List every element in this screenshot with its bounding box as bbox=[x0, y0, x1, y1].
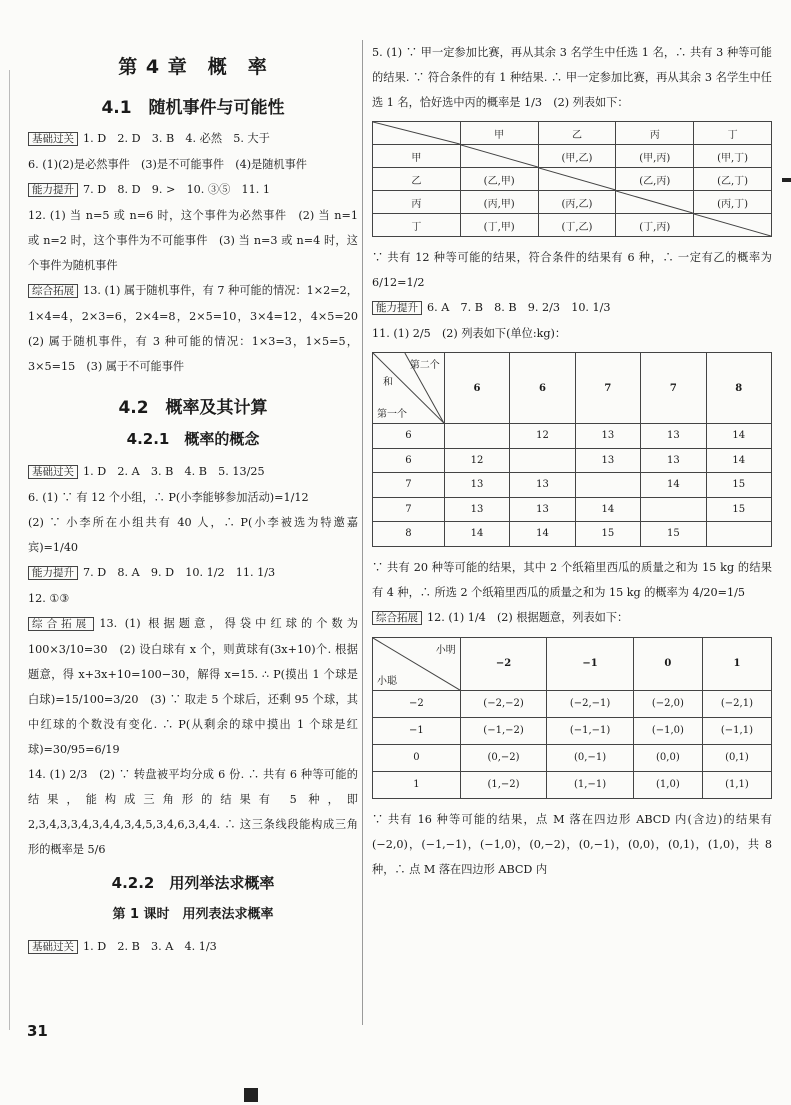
table2-corner bbox=[373, 353, 445, 424]
table2-header-cell: 7 bbox=[575, 353, 640, 424]
table3-cell: (1,−2) bbox=[460, 771, 547, 798]
table1-cell: (丁,丙) bbox=[616, 214, 694, 237]
table1-cell: (乙,甲) bbox=[460, 168, 538, 191]
table2-row-header: 7 bbox=[373, 497, 445, 522]
table2-cell: 14 bbox=[706, 448, 771, 473]
s41-ability bbox=[28, 177, 358, 203]
table2-corner-bottom: 第一个 bbox=[377, 409, 407, 420]
table3-row-header: 0 bbox=[373, 744, 461, 771]
s421-q12: 12. ①③ bbox=[28, 592, 70, 605]
lesson-title: 第 1 课时 用列表法求概率 bbox=[112, 907, 274, 922]
table3-cell: (−1,1) bbox=[702, 717, 771, 744]
table3-cell: (0,1) bbox=[702, 744, 771, 771]
table2-cell: 14 bbox=[510, 522, 575, 547]
table1-header-cell: 丁 bbox=[694, 122, 772, 145]
table3-cell: (−1,−1) bbox=[547, 717, 634, 744]
section-4-2-title: 4.2 概率及其计算 bbox=[118, 398, 268, 418]
table-row bbox=[373, 168, 772, 191]
table3-corner-bottom: 小聪 bbox=[377, 675, 397, 687]
table-row bbox=[373, 214, 772, 237]
table2-cell: 15 bbox=[706, 497, 771, 522]
s421-basic bbox=[28, 459, 358, 485]
q11: 11. (1) 2/5 (2) 列表如下(单位:kg)： bbox=[372, 327, 567, 340]
q12-part2: ∵ 共有 16 种等可能的结果，点 M 落在四边形 ABCD 内(含边)的结果有(−2,0)，(−1,−1)，(−1,0)，(0,−2)，(0,−1)，(0,0)，(0,1)，(1,0)，共 8 种，∴ 点 M 落在四边形 ABCD 内 bbox=[372, 812, 772, 876]
table-row bbox=[373, 473, 772, 498]
table3-header-cell: 0 bbox=[633, 637, 702, 690]
table3-cell: (−1,0) bbox=[633, 717, 702, 744]
table3-cell: (−2,−1) bbox=[547, 690, 634, 717]
table3-cell: (−2,−2) bbox=[460, 690, 547, 717]
table2-cell: 13 bbox=[510, 473, 575, 498]
tag-comprehensive: 综合拓展 bbox=[28, 284, 78, 298]
table2-row-header: 7 bbox=[373, 473, 445, 498]
q12-text: 12. (1) 1/4 (2) 根据题意，列表如下： bbox=[427, 610, 629, 624]
table-row bbox=[373, 522, 772, 547]
table1-row-header: 丁 bbox=[373, 214, 461, 237]
table-row bbox=[373, 191, 772, 214]
page-number: 31 bbox=[27, 1022, 48, 1040]
table-people-pairs bbox=[372, 121, 772, 237]
section-4-2-1-title: 4.2.1 概率的概念 bbox=[126, 430, 260, 448]
table2-cell: 13 bbox=[641, 424, 706, 449]
table3-header-cell: −2 bbox=[460, 637, 547, 690]
table1-cell bbox=[616, 191, 694, 214]
column-divider bbox=[362, 40, 363, 1025]
table1-cell: (丁,乙) bbox=[538, 214, 616, 237]
table3-cell: (−2,0) bbox=[633, 690, 702, 717]
table2-cell: 14 bbox=[641, 473, 706, 498]
table1-cell: (丁,甲) bbox=[460, 214, 538, 237]
table-row bbox=[373, 497, 772, 522]
table1-cell bbox=[538, 168, 616, 191]
table3-row-header: −2 bbox=[373, 690, 461, 717]
table3-cell: (−1,−2) bbox=[460, 717, 547, 744]
table2-cell: 12 bbox=[444, 448, 509, 473]
table1-corner bbox=[373, 122, 461, 145]
table3-row-header: 1 bbox=[373, 771, 461, 798]
table3-cell: (0,0) bbox=[633, 744, 702, 771]
table2-cell bbox=[510, 448, 575, 473]
table1-row-header: 甲 bbox=[373, 145, 461, 168]
table3-header-cell: −1 bbox=[547, 637, 634, 690]
table1-cell: (丙,甲) bbox=[460, 191, 538, 214]
q5-part1: 5. (1) ∵ 甲一定参加比赛，再从其余 3 名学生中任选 1 名，∴ 共有 3 种等可能的结果. ∵ 符合条件的有 1 种结果. ∴ 甲一定参加比赛，再从其余 3 名学生中任选 1 名，恰好选中丙的概率是 1/3 (2) 列表如下： bbox=[372, 46, 772, 109]
table1-cell: (丙,乙) bbox=[538, 191, 616, 214]
table3-cell: (1,−1) bbox=[547, 771, 634, 798]
table2-cell: 14 bbox=[575, 497, 640, 522]
s421-ability bbox=[28, 560, 358, 586]
table2-cell bbox=[706, 522, 771, 547]
table3-cell: (0,−2) bbox=[460, 744, 547, 771]
table1-cell bbox=[460, 145, 538, 168]
table2-cell: 15 bbox=[641, 522, 706, 547]
table1-cell bbox=[694, 214, 772, 237]
table2-row-header: 6 bbox=[373, 424, 445, 449]
table2-row-header: 6 bbox=[373, 448, 445, 473]
table1-cell: (甲,乙) bbox=[538, 145, 616, 168]
section-4-1-title: 4.1 随机事件与可能性 bbox=[101, 98, 285, 118]
table1-header-cell: 乙 bbox=[538, 122, 616, 145]
s421-q14: 14. (1) 2/3 (2) ∵ 转盘被平均分成 6 份. ∴ 共有 6 种等可能的结果，能构成三角形的结果有 5 种，即 2,3,4,3,3,4,3,4,4,3,4,5,3,4,6,3,4,4. ∴ 这三条线段能构成三角形的概率是 5/6 bbox=[28, 768, 358, 856]
q12 bbox=[372, 605, 772, 631]
table1-row-header: 丙 bbox=[373, 191, 461, 214]
ability-answers bbox=[372, 295, 772, 321]
tag-comprehensive-3: 综合拓展 bbox=[372, 611, 422, 625]
table1-header-cell: 丙 bbox=[616, 122, 694, 145]
table3-corner-top: 小明 bbox=[435, 644, 456, 656]
table1-cell: (丙,丁) bbox=[694, 191, 772, 214]
table2-cell bbox=[575, 473, 640, 498]
s421-q6-1: 6. (1) ∵ 有 12 个小组，∴ P(小李能够参加活动)=1/12 bbox=[28, 491, 309, 504]
table2-cell: 13 bbox=[641, 448, 706, 473]
table1-header-cell: 甲 bbox=[460, 122, 538, 145]
tag-comprehensive-2: 综合拓展 bbox=[28, 617, 94, 631]
section-4-2-2-title: 4.2.2 用列举法求概率 bbox=[111, 874, 275, 892]
s422-basic bbox=[28, 934, 358, 960]
s41-q6: 6. (1)(2)是必然事件 (3)是不可能事件 (4)是随机事件 bbox=[28, 158, 307, 171]
s41-ability-text: 7. D 8. D 9. > 10. ③⑤ 11. 1 bbox=[83, 183, 270, 196]
s421-comprehensive bbox=[28, 611, 358, 762]
table1-row-header: 乙 bbox=[373, 168, 461, 191]
table-row bbox=[373, 771, 772, 798]
tag-ability-2: 能力提升 bbox=[28, 566, 78, 580]
table2-header-cell: 7 bbox=[641, 353, 706, 424]
s41-q12: 12. (1) 当 n=5 或 n=6 时，这个事件为必然事件 (2) 当 n=1 或 n=2 时，这个事件为不可能事件 (3) 当 n=3 或 n=4 时，这个事件为随机事件 bbox=[28, 209, 358, 272]
table3-row-header: −1 bbox=[373, 717, 461, 744]
table3-cell: (−2,1) bbox=[702, 690, 771, 717]
table2-cell: 12 bbox=[510, 424, 575, 449]
table1-cell: (乙,丁) bbox=[694, 168, 772, 191]
table-row bbox=[373, 690, 772, 717]
ability-answers-text: 6. A 7. B 8. B 9. 2/3 10. 1/3 bbox=[427, 301, 611, 314]
table2-cell: 13 bbox=[575, 448, 640, 473]
chapter-title: 第 4 章 概 率 bbox=[118, 56, 268, 78]
s41-comprehensive-text: 13. (1) 属于随机事件，有 7 种可能的情况：1×2=2，1×4=4，2×3=6，2×4=8，2×5=10，3×4=12，4×5=20 (2) 属于随机事件，有 3 种可能的情况：1×3=3，1×5=5，3×5=15 (3) 属于不可能事件 bbox=[28, 284, 370, 373]
table2-row-header: 8 bbox=[373, 522, 445, 547]
table-watermelon-sums bbox=[372, 352, 772, 547]
left-column bbox=[28, 40, 370, 960]
table1-cell: (甲,丁) bbox=[694, 145, 772, 168]
table1-cell: (乙,丙) bbox=[616, 168, 694, 191]
s421-basic-text: 1. D 2. A 3. B 4. B 5. 13/25 bbox=[83, 465, 265, 478]
table-row bbox=[373, 448, 772, 473]
table2-corner-top: 第二个 bbox=[409, 360, 440, 371]
tag-basic-3: 基础过关 bbox=[28, 940, 78, 954]
tag-basic: 基础过关 bbox=[28, 132, 78, 146]
table2-cell bbox=[641, 497, 706, 522]
table2-cell: 13 bbox=[510, 497, 575, 522]
table2-corner-mid: 和 bbox=[383, 376, 393, 388]
table-row bbox=[373, 145, 772, 168]
s41-comprehensive bbox=[28, 278, 370, 379]
s421-ability-text: 7. D 8. A 9. D 10. 1/2 11. 1/3 bbox=[83, 566, 276, 579]
s421-q13-text: 13. (1) 根据题意，得袋中红球的个数为 100×3/10=30 (2) 设白球有 x 个，则黄球有(3x+10)个. 根据题意，得 x+3x+10=100−30，解得 x=15. ∴ P(摸出 1 个球是白球)=15/100=3/20 (3) ∵ 取走 5 个球后，还剩 95 个球，其中红球的个数没有变化. ∴ P(从剩余的球中摸出 1 个球是红球)=30/95=6/19 bbox=[28, 617, 358, 756]
table-row bbox=[373, 424, 772, 449]
q5-part2: ∵ 共有 12 种等可能的结果，符合条件的结果有 6 种，∴ 一定有乙的概率为 6/12=1/2 bbox=[372, 251, 772, 289]
table2-cell: 13 bbox=[575, 424, 640, 449]
table2-header-cell: 8 bbox=[706, 353, 771, 424]
table1-cell: (甲,丙) bbox=[616, 145, 694, 168]
table2-cell: 15 bbox=[575, 522, 640, 547]
table3-cell: (1,1) bbox=[702, 771, 771, 798]
tag-ability: 能力提升 bbox=[28, 183, 78, 197]
table2-cell: 14 bbox=[706, 424, 771, 449]
s421-q6-2: (2) ∵ 小李所在小组共有 40 人，∴ P(小李被选为特邀嘉宾)=1/40 bbox=[28, 516, 358, 554]
side-mark bbox=[782, 178, 791, 182]
table2-cell: 15 bbox=[706, 473, 771, 498]
table2-cell bbox=[444, 424, 509, 449]
s41-basic bbox=[28, 126, 358, 152]
footer-mark bbox=[244, 1088, 258, 1102]
s422-basic-text: 1. D 2. B 3. A 4. 1/3 bbox=[83, 940, 217, 953]
table3-corner bbox=[373, 637, 461, 690]
q11-part2: ∵ 共有 20 种等可能的结果，其中 2 个纸箱里西瓜的质量之和为 15 kg 的结果有 4 种，∴ 所选 2 个纸箱里西瓜的质量之和为 15 kg 的概率为 4/20=1/5 bbox=[372, 560, 772, 599]
table2-cell: 13 bbox=[444, 497, 509, 522]
tag-basic-2: 基础过关 bbox=[28, 465, 78, 479]
table3-header-cell: 1 bbox=[702, 637, 771, 690]
s41-basic-text: 1. D 2. D 3. B 4. 必然 5. 大于 bbox=[83, 132, 270, 145]
table2-header-cell: 6 bbox=[444, 353, 509, 424]
tag-ability-3: 能力提升 bbox=[372, 301, 422, 315]
table3-cell: (1,0) bbox=[633, 771, 702, 798]
table-coordinates bbox=[372, 637, 772, 799]
table-row bbox=[373, 717, 772, 744]
table2-header-cell: 6 bbox=[510, 353, 575, 424]
table-row bbox=[373, 744, 772, 771]
table3-cell: (0,−1) bbox=[547, 744, 634, 771]
page-edge-line bbox=[9, 70, 10, 1030]
right-column bbox=[372, 40, 772, 882]
table2-cell: 14 bbox=[444, 522, 509, 547]
table2-cell: 13 bbox=[444, 473, 509, 498]
